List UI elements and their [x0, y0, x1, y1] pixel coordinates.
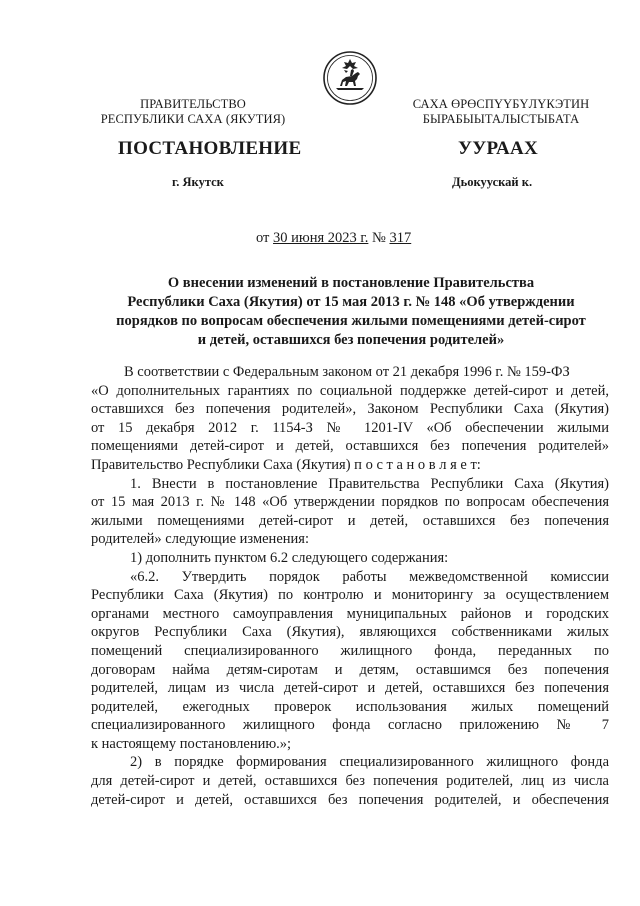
government-header-ru-line1: ПРАВИТЕЛЬСТВО [140, 97, 246, 111]
decree-title-line: О внесении изменений в постановление Правительства [167, 275, 535, 291]
body-line: от 15 декабря 2012 г. 1154-З № 1201-IV «Об обеспечении жилыми [91, 419, 609, 436]
government-header-sakha-line1: САХА ӨРӨСПҮҮБҮЛҮКЭТИН [412, 97, 590, 111]
body-line: родителей» следующие изменения: [91, 531, 309, 548]
body-line: В соответствии с Федеральным законом от 21 декабря 1996 г. № 159-ФЗ [124, 364, 570, 380]
body-line: жилыми помещениями детей-сирот и детей, оставшихся без попечения [91, 512, 609, 529]
decree-title-line: и детей, оставшихся без попечения родителей» [197, 332, 505, 348]
decree-date: 30 июня 2023 г. [273, 230, 369, 246]
decree-title [94, 274, 608, 350]
body-line: договорам найма детям-сиротам и детям, оставшимся без попечения [91, 661, 609, 678]
government-header-ru [98, 97, 288, 127]
government-header-ru-line2: РЕСПУБЛИКИ САХА (ЯКУТИЯ) [100, 112, 286, 126]
body-line: к настоящему постановлению.»; [91, 735, 292, 752]
city-ru: г. Якутск [172, 175, 224, 189]
decree-number: 317 [389, 230, 412, 246]
decree-date-number [256, 230, 411, 247]
body-line: «О дополнительных гарантиях по социальной поддержке детей-сирот и детей, [91, 382, 609, 399]
number-sign: № [368, 230, 390, 246]
body-line: 1) дополнить пунктом 6.2 следующего содержания: [130, 549, 449, 566]
decree-title-line: порядков по вопросам обеспечения жилыми помещениями детей-сирот [116, 313, 586, 329]
body-line: для детей-сирот и детей, оставшихся без попечения родителей, лиц из числа [91, 773, 609, 790]
body-line: помещениями детей-сирот и детей, оставшихся без попечения родителей» [91, 438, 609, 455]
body-line: 1. Внести в постановление Правительства Республики Саха (Якутия) [130, 475, 609, 492]
body-line: специализированного жилищного фонда согласно приложению № 7 [91, 717, 609, 734]
government-header-sakha [396, 97, 606, 127]
decree-type-sakha: УУРААХ [458, 138, 539, 159]
date-prefix: от [256, 230, 274, 246]
body-line: детей-сирот и детей, оставшихся без попечения родителей, и обеспечения [91, 791, 609, 808]
sakha-coat-of-arms-icon [322, 50, 378, 106]
government-header-sakha-line2: БЫРАБЫЫТАЛЫСТЫБАТА [422, 112, 580, 126]
city-sakha: Дьокуускай к. [452, 175, 533, 189]
body-line: родителей, лицам из числа детей-сирот и детей, оставшихся без попечения [91, 680, 609, 697]
body-line: оставшихся без попечения родителей», Законом Республики Саха (Якутия) [91, 401, 609, 418]
body-line: от 15 мая 2013 г. № 148 «Об утверждении порядков по вопросам обеспечения [91, 494, 609, 511]
body-line: родителей, ежегодных проверок использования жилых помещений [91, 698, 609, 715]
body-line: Правительство Республики Саха (Якутия) п о с т а н о в л я е т: [91, 456, 481, 473]
body-line: помещений специализированного жилищного фонда, переданных по [91, 642, 609, 659]
decree-type-ru: ПОСТАНОВЛЕНИЕ [118, 138, 302, 159]
body-line: органами местного самоуправления муниципальных районов и городских [91, 605, 609, 622]
body-line: «6.2. Утвердить порядок работы межведомственной комиссии [130, 568, 609, 585]
body-line: 2) в порядке формирования специализированного жилищного фонда [130, 754, 609, 771]
decree-title-line: Республики Саха (Якутия) от 15 мая 2013 г. № 148 «Об утверждении [127, 294, 575, 310]
decree-body [91, 363, 609, 809]
body-line: округов Республики Саха (Якутия), являющихся собственниками жилых [91, 624, 609, 641]
body-line: Республики Саха (Якутия) по контролю и мониторингу за осуществлением [91, 587, 609, 604]
